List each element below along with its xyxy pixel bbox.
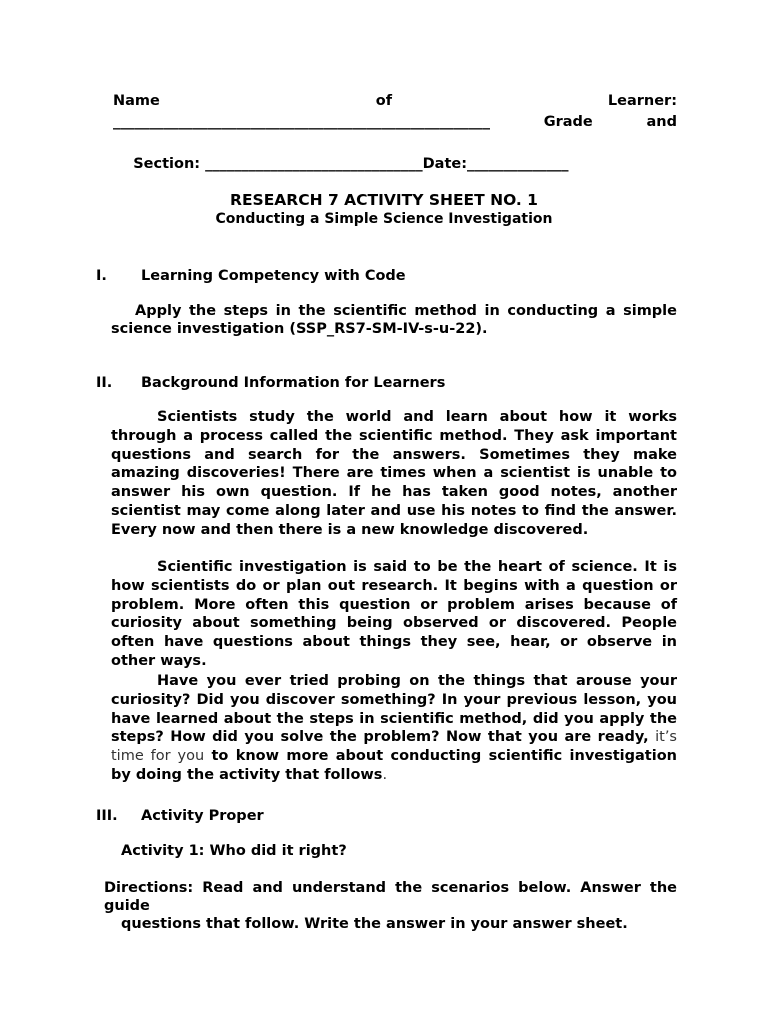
background-paragraph-1: Scientists study the world and learn about how it works through a process called the scientific method. They ask important questions and search for the answers. Sometimes they make amazing discoveries! There are times when a scientist is unable to answer his own question. If he has taken good notes, another scientist may come along later and use his notes to find the answer. Every now and then there is a new knowledge discovered.: [111, 409, 677, 538]
section-3-heading: Activity Proper: [141, 808, 264, 824]
directions-line-1: Directions: Read and understand the scenarios below. Answer the guide: [104, 880, 677, 914]
directions-text: [104, 879, 677, 933]
date-label: Date:: [422, 156, 468, 172]
section-2-number: II.: [96, 375, 113, 391]
date-blank: ______________: [467, 156, 569, 172]
paragraph-3-part-b: to know more about conducting scientific investigation by doing the activity that follows: [111, 748, 677, 783]
section-blank: ______________________________: [205, 156, 423, 172]
section-label: Section:: [133, 156, 201, 172]
sheet-title: RESEARCH 7 ACTIVITY SHEET NO. 1: [230, 191, 538, 209]
sheet-subtitle: Conducting a Simple Science Investigation: [215, 211, 553, 227]
learner-name-line: [113, 91, 677, 112]
grade-line: [113, 112, 677, 133]
directions-line-2: questions that follow. Write the answer in your answer sheet.: [121, 916, 628, 932]
background-paragraph-3: [111, 672, 677, 785]
section-1-number: I.: [96, 268, 107, 284]
paragraph-3-part-a: Have you ever tried probing on the things that arouse your curiosity? Did you discover something? In your previous lesson, you have learned about the steps in scientific method, did you apply the steps? How did you solve the problem? Now that you are ready,: [111, 673, 677, 746]
background-paragraph-2: Scientific investigation is said to be the heart of science. It is how scientists do or plan out research. It begins with a question or problem. More often this question or problem arises because of curiosity about something being observed or discovered. People often have questions about things they see, hear, or observe in other ways.: [111, 559, 677, 669]
name-label: Name: [113, 93, 160, 109]
section-2-heading: Background Information for Learners: [141, 375, 446, 391]
of-label: of: [375, 93, 393, 109]
section-date-line: [113, 133, 677, 196]
paragraph-3-light-text: it’s time for you: [111, 729, 677, 765]
section-1-heading: Learning Competency with Code: [141, 268, 406, 284]
paragraph-3-period: .: [382, 766, 388, 783]
grade-label: Grade: [543, 114, 593, 130]
name-blank: ____________________________________________________: [113, 114, 490, 130]
competency-text: Apply the steps in the scientific method in conducting a simple science investigation (SSP_RS7-SM-IV-s-u-22).: [111, 303, 677, 337]
activity-title: Activity 1: Who did it right?: [121, 843, 347, 859]
section-3-number: III.: [96, 808, 118, 824]
and-label: and: [646, 114, 677, 130]
learner-label: Learner:: [607, 93, 677, 109]
